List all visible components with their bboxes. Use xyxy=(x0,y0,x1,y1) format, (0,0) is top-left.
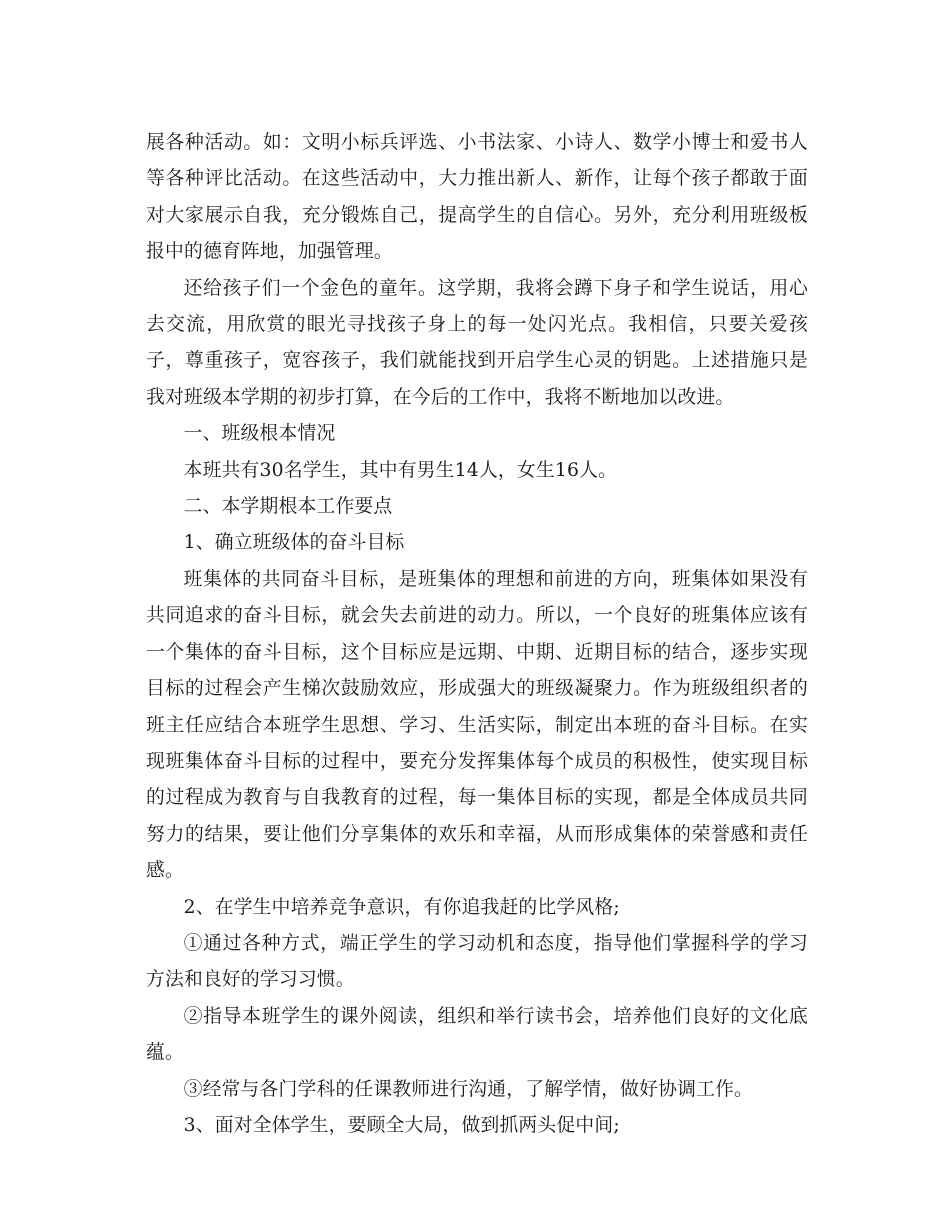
paragraph-activities: 展各种活动。如：文明小标兵评选、小书法家、小诗人、数学小博士和爱书人等各种评比活动。在这些活动中，大力推出新人、新作，让每个孩子都敢于面对大家展示自我，充分锻炼自己，提高学生的自信心。另外，充分利用班级板报中的德育阵地，加强管理。 xyxy=(146,132,808,263)
heading-class-basic-situation: 一、班级根本情况 xyxy=(183,423,336,445)
heading-whole-student-body: 3、面对全体学生，要顾全大局，做到抓两头促中间; xyxy=(183,1114,620,1136)
heading-competition-awareness: 2、在学生中培养竞争意识，有你追我赶的比学风格; xyxy=(183,896,620,918)
heading-semester-work-points: 二、本学期根本工作要点 xyxy=(183,496,393,518)
paragraph-collective-goal: 班集体的共同奋斗目标，是班集体的理想和前进的方向，班集体如果没有共同追求的奋斗目标，就会失去前进的动力。所以，一个良好的班集体应该有一个集体的奋斗目标，这个目标应是远期、中期、近期目标的结合，逐步实现目标的过程会产生梯次鼓励效应，形成强大的班级凝聚力。作为班级组织者的班主任应结合本班学生思想、学习、生活实际，制定出本班的奋斗目标。在实现班集体奋斗目标的过程中，要充分发挥集体每个成员的积极性，使实现目标的过程成为教育与自我教育的过程，每一集体目标的实现，都是全体成员共同努力的结果，要让他们分享集体的欢乐和幸福，从而形成集体的荣誉感和责任感。 xyxy=(146,568,808,882)
list-item-extracurricular-reading: ②指导本班学生的课外阅读，组织和举行读书会，培养他们良好的文化底蕴。 xyxy=(146,1005,808,1064)
paragraph-golden-childhood: 还给孩子们一个金色的童年。这学期，我将会蹲下身子和学生说话，用心去交流，用欣赏的眼光寻找孩子身上的每一处闪光点。我相信，只要关爱孩子，尊重孩子，宽容孩子，我们就能找到开启学生心灵的钥匙。上述措施只是我对班级本学期的初步打算，在今后的工作中，我将不断地加以改进。 xyxy=(146,277,808,408)
heading-goal-setting: 1、确立班级体的奋斗目标 xyxy=(183,532,405,554)
list-item-teacher-communication: ③经常与各门学科的任课教师进行沟通，了解学情，做好协调工作。 xyxy=(183,1078,754,1100)
list-item-learning-motivation: ①通过各种方式，端正学生的学习动机和态度，指导他们掌握科学的学习方法和良好的学习习惯。 xyxy=(146,932,808,991)
paragraph-class-size: 本班共有30名学生，其中有男生14人，女生16人。 xyxy=(183,459,618,481)
document-body xyxy=(146,125,808,1144)
